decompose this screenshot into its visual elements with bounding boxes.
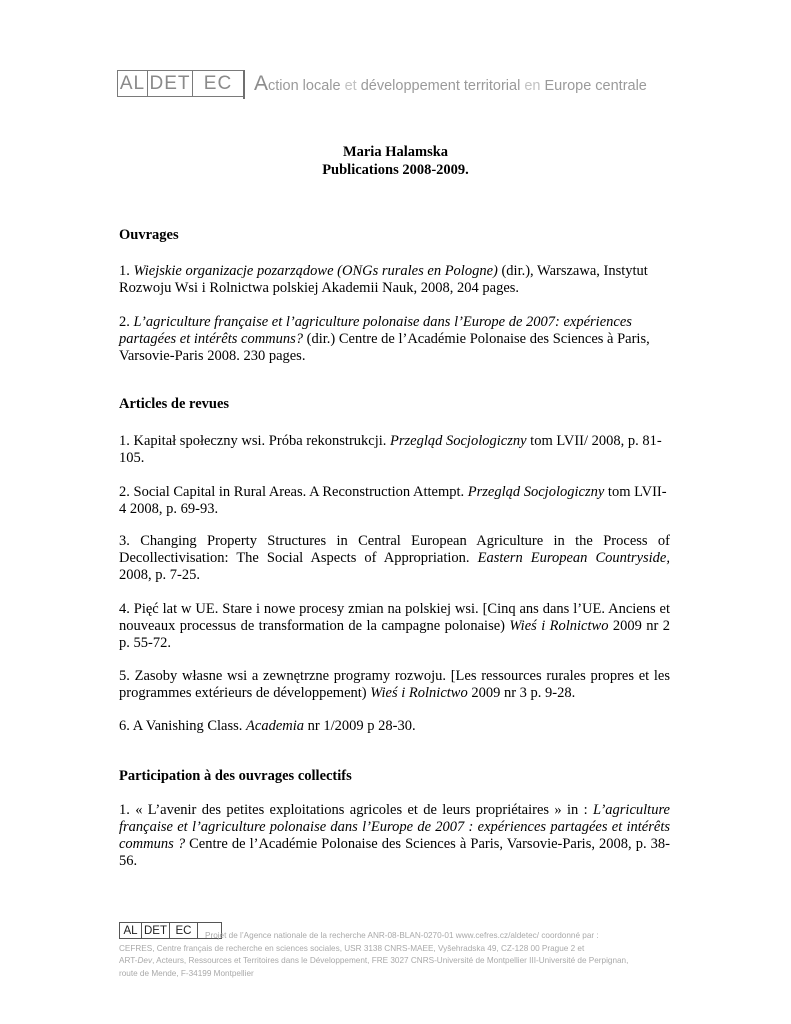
article-title: 2. Social Capital in Rural Areas. A Reconstruction Attempt. [119, 484, 468, 500]
footer-text: Dev [137, 956, 153, 966]
ouvrage-entry [119, 314, 670, 365]
chapter-title: 1. « L’avenir des petites exploitations agricoles et de leurs propriétaires » in : [119, 802, 593, 818]
footer-logo-part-ec: EC [169, 922, 198, 939]
author-name: Maria Halamska [342, 144, 449, 160]
footer-logo-part-al: AL [119, 922, 142, 939]
article-entry [119, 718, 670, 735]
article-details: nr 1/2009 p 28-30. [304, 718, 416, 734]
header-logo [117, 70, 244, 99]
tagline-word: développement territorial [360, 78, 521, 94]
article-details: tom LVII/ 2008, p. 81-105. [119, 433, 662, 466]
article-entry [119, 668, 670, 702]
tagline-word: Europe centrale [544, 78, 647, 94]
footer-credits [119, 930, 679, 980]
journal-name: Academia [246, 718, 305, 734]
tagline-initial: A [254, 72, 269, 95]
book-title: L’agriculture française et l’agriculture polonaise dans l’Europe de 2007 : expériences partagées et intérêts communs ? [119, 802, 670, 852]
tagline-word: ction locale [268, 78, 341, 94]
article-entry [119, 601, 670, 652]
document-subtitle: Publications 2008-2009. [322, 162, 469, 178]
article-details: tom LVII- 4 2008, p. 69-93. [119, 484, 667, 517]
article-details: 2009 nr 3 p. 9-28. [467, 685, 576, 701]
journal-name: Eastern European Countryside, [477, 550, 670, 566]
footer-text: ART- [119, 956, 138, 966]
entry-number: 1. [119, 263, 134, 279]
footer-line: route de Mende, F-34199 Montpellier [119, 968, 254, 978]
entry-details: Centre de l’Académie Polonaise des Sciences à Paris, Varsovie-Paris, 2008, p. 38-56. [119, 836, 670, 869]
article-title: 6. A Vanishing Class. [119, 718, 247, 734]
footer-logo-part-det: DET [141, 922, 170, 939]
logo-part-al: AL [117, 70, 148, 97]
entry-details: (dir.), Warszawa, Instytut Rozwoju Wsi i Rolnictwa polskiej Akademii Nauk, 2008, 204 pages. [119, 263, 648, 296]
section-heading-articles: Articles de revues [119, 396, 230, 412]
entry-details: (dir.) Centre de l’Académie Polonaise des Sciences à Paris, Varsovie-Paris 2008. 230 pages. [119, 331, 650, 364]
article-title: 5. Zasoby własne wsi a zewnętrzne programy rozwoju. [Les ressources rurales propres et les programmes extérieurs de développement) [119, 668, 670, 701]
footer-line: CEFRES, Centre français de recherche en sciences sociales, USR 3138 CNRS-MAEE, Vyšehradska 49, CZ-128 00 Prague 2 et [119, 943, 585, 953]
book-title: Wiejskie organizacje pozarządowe (ONGs rurales en Pologne) [133, 263, 498, 279]
book-title: L’agriculture française et l’agriculture polonaise dans l’Europe de 2007: expériences partagées et intérêts communs? [119, 314, 632, 347]
header-divider [243, 70, 245, 99]
journal-name: Wieś i Rolnictwo [509, 618, 609, 634]
header-tagline [254, 72, 647, 96]
journal-name: Przegląd Socjologiczny [390, 433, 527, 449]
entry-number: 2. [119, 314, 134, 330]
article-title: 3. Changing Property Structures in Central European Agriculture in the Process of Decollectivisation: The Social Aspects of Appropriation. [119, 533, 670, 566]
footer-text: , Acteurs, Ressources et Territoires dans le Développement, FRE 3027 CNRS-Université de Montpellier III-Université de Perpignan, [152, 956, 629, 966]
section-heading-ouvrages: Ouvrages [119, 227, 179, 243]
section-heading-participation: Participation à des ouvrages collectifs [119, 768, 352, 784]
article-entry [119, 433, 670, 467]
footer-line [119, 955, 679, 968]
footer-line: Projet de l’Agence nationale de la recherche ANR-08-BLAN-0270-01 www.cefres.cz/aldetec/ coordonné par : [205, 931, 599, 940]
article-entry [119, 533, 670, 584]
tagline-connector: en [520, 78, 545, 94]
journal-name: Przegląd Socjologiczny [467, 484, 605, 500]
participation-entry [119, 802, 670, 870]
article-title: 1. Kapitał społeczny wsi. Próba rekonstrukcji. [119, 433, 391, 449]
journal-name: Wieś i Rolnictwo [370, 685, 468, 701]
article-entry [119, 484, 670, 518]
ouvrage-entry [119, 263, 670, 297]
article-title: 4. Pięć lat w UE. Stare i nowe procesy zmian na polskiej wsi. [Cinq ans dans l’UE. Anciens et nouveaux processus de transformation de la campagne polonaise) [119, 601, 670, 634]
logo-part-ec: EC [192, 70, 244, 97]
article-details: 2009 nr 2 p. 55-72. [119, 618, 671, 651]
article-details: 2008, p. 7-25. [119, 567, 200, 583]
logo-part-det: DET [147, 70, 193, 97]
tagline-connector: et [340, 78, 361, 94]
